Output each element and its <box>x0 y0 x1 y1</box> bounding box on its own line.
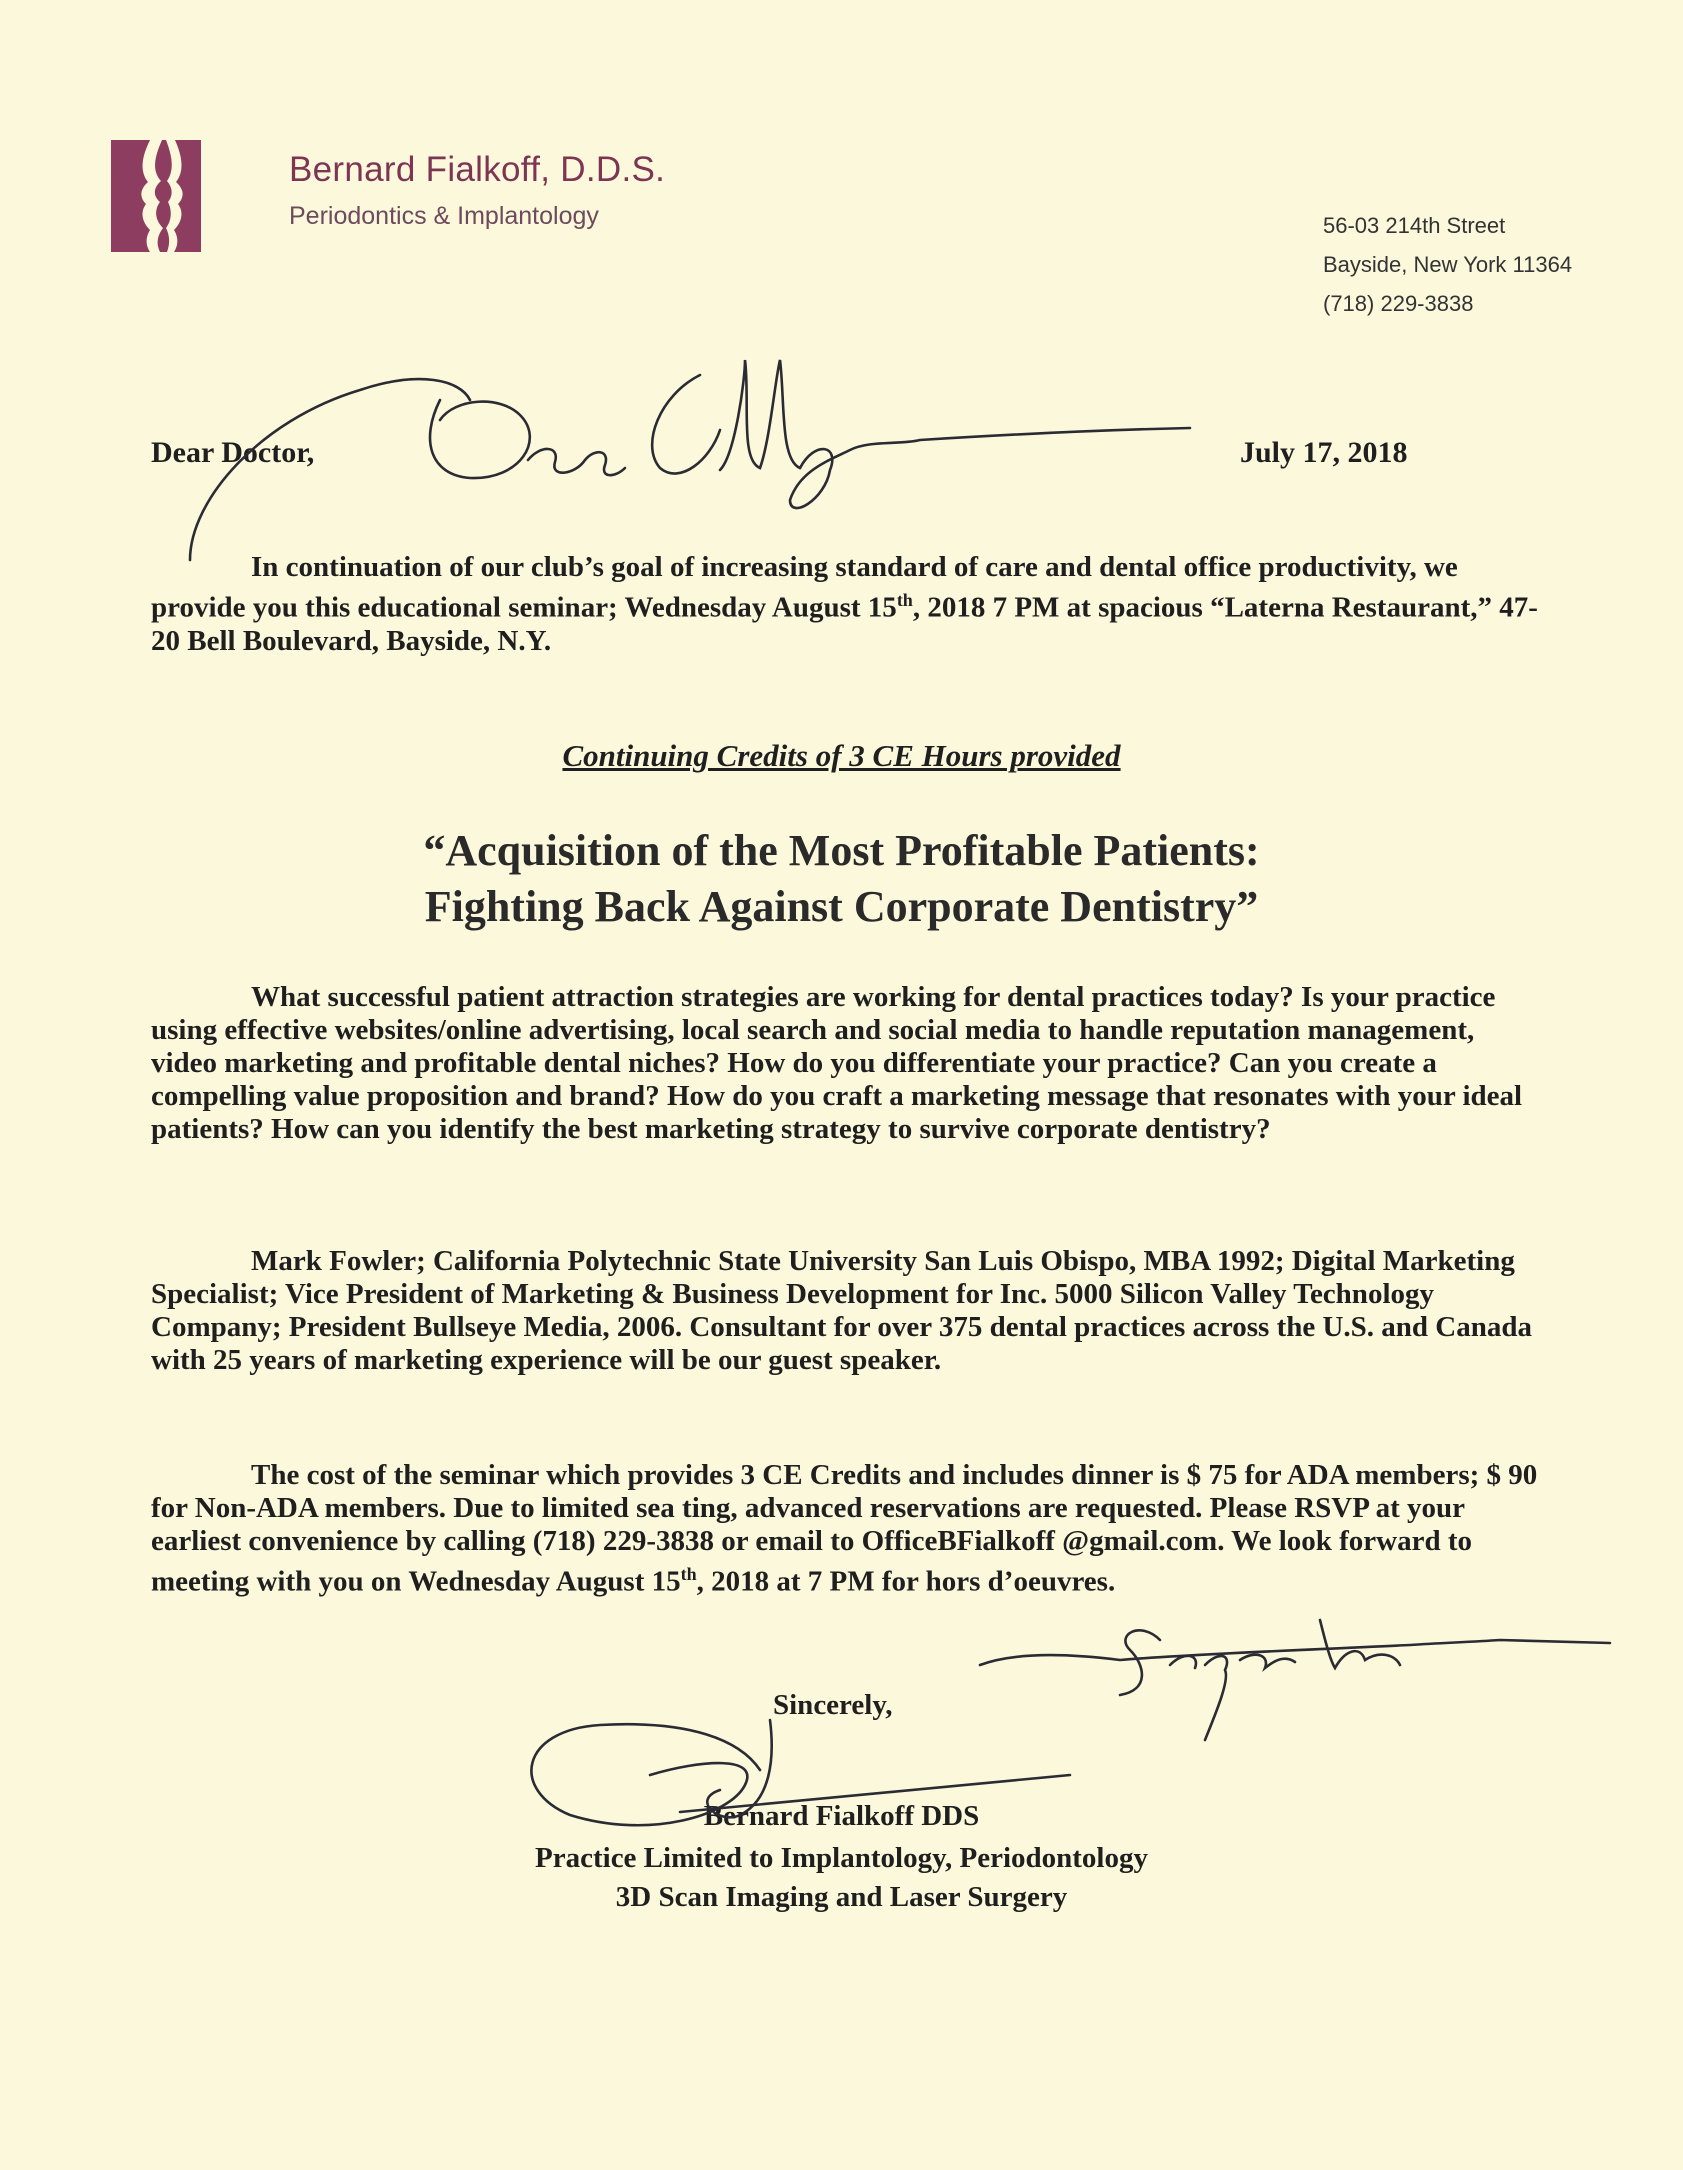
cost-text-1: The cost of the seminar which provides 3 CE Credits and includes dinner is $ 75 for ADA members; $ 90 for Non-ADA members. Due to limited sea ting, advanced reservations are requested. Please RSVP at your earliest convenience by calling (718) 229-3838 or email to OfficeBFialkoff @gmail.com. We look forward to meeting with you on Wednesday August 15 <box>151 1459 1538 1598</box>
letterhead-specialty: Periodontics & Implantology <box>289 202 599 230</box>
closing: Sincerely, <box>773 1689 893 1721</box>
cost-text-2: , 2018 at 7 PM for hors d’oeuvres. <box>696 1565 1116 1598</box>
questions-paragraph: What successful patient attraction strategies are working for dental practices today? Is your practice using effective websites/online advertising, local search and social media to handle reputation management, video marketing and profitable dental niches? How do you differentiate your practice? Can you create a compelling value proposition and brand? How do you craft a marketing message that resonates with your ideal patients? How can you identify the best marketing strategy to survive corporate dentistry? <box>151 981 1523 1145</box>
address-street: 56-03 214th Street <box>1323 213 1506 238</box>
letter-date: July 17, 2018 <box>1240 436 1408 469</box>
salutation: Dear Doctor, <box>151 436 315 469</box>
signer-title-2: 3D Scan Imaging and Laser Surgery <box>615 1881 1068 1913</box>
signer-name: Bernard Fialkoff DDS <box>703 1800 980 1832</box>
handwritten-note-icon <box>980 1620 1610 1740</box>
signer-title-1: Practice Limited to Implantology, Periodontology <box>535 1842 1148 1874</box>
intro-text-2: , 2018 7 PM at spacious “Laterna Restaurant,” 47-20 Bell Boulevard, Bayside, N.Y. <box>151 591 1538 657</box>
handwritten-greeting-icon <box>190 360 1190 560</box>
address-city: Bayside, New York 11364 <box>1323 252 1573 277</box>
seminar-title-line2: Fighting Back Against Corporate Dentistry” <box>424 882 1259 931</box>
cost-sup: th <box>680 1564 697 1584</box>
speaker-paragraph: Mark Fowler; California Polytechnic State University San Luis Obispo, MBA 1992; Digital Marketing Specialist; Vice President of Marketing & Business Development for Inc. 5000 Silicon Valley Technology Company; President Bullseye Media, 2006. Consultant for over 375 dental practices across the U.S. and Canada with 25 years of marketing experience will be our guest speaker. <box>151 1245 1533 1376</box>
ce-heading: Continuing Credits of 3 CE Hours provided <box>562 738 1121 773</box>
intro-sup: th <box>896 590 913 610</box>
signature-icon <box>531 1720 1070 1825</box>
seminar-title-line1: “Acquisition of the Most Profitable Patients: <box>423 826 1260 875</box>
letterhead-name: Bernard Fialkoff, D.D.S. <box>289 150 666 189</box>
address-phone: (718) 229-3838 <box>1323 291 1474 316</box>
intro-text-1: In continuation of our club’s goal of increasing standard of care and dental office productivity, we provide you this educational seminar; Wednesday August 15 <box>151 551 1458 624</box>
